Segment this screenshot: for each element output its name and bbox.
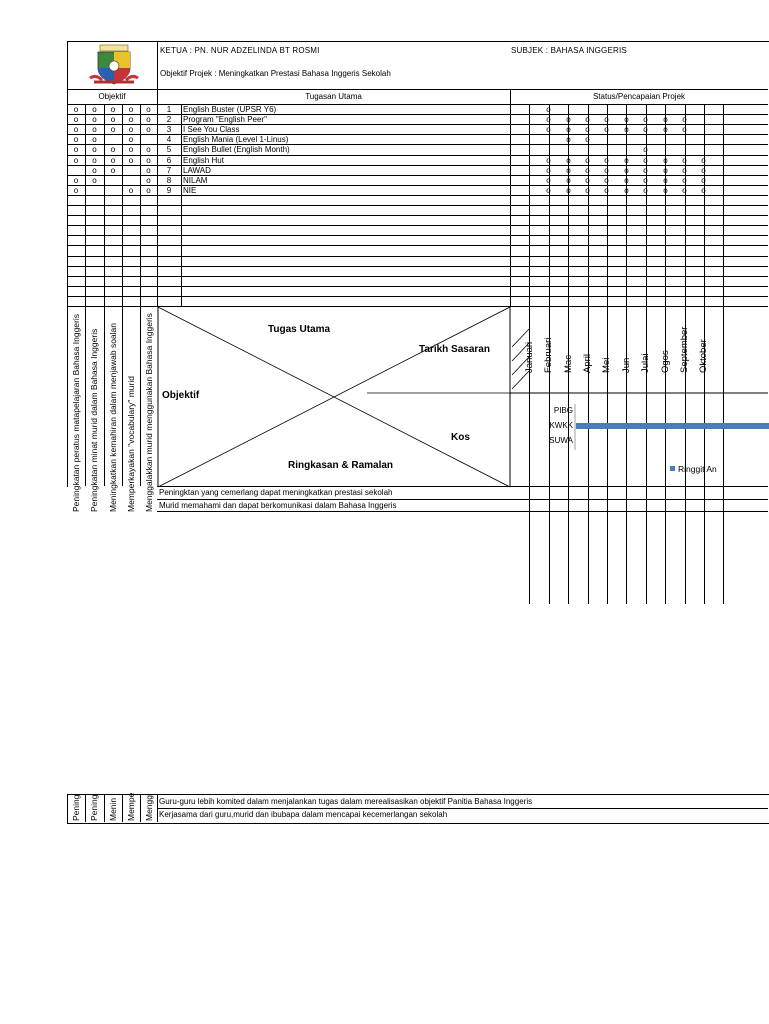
objective-mark: o — [73, 156, 79, 165]
status-mark: o — [604, 186, 609, 195]
status-mark: o — [701, 166, 706, 175]
header-bottom-line — [67, 89, 768, 90]
row-line — [67, 296, 768, 297]
status-mark: o — [566, 166, 571, 175]
objective-mark: o — [73, 135, 79, 144]
tugasan-column-header: Tugasan Utama — [305, 92, 362, 101]
status-mark: o — [624, 186, 629, 195]
summary-mid-line — [157, 499, 768, 500]
objective-mark: o — [128, 135, 134, 144]
objective-mark: o — [128, 145, 134, 154]
kos-label: Kos — [451, 432, 470, 443]
chart-category-label: KWKK — [549, 421, 573, 430]
objective-mark: o — [92, 176, 97, 185]
objective-mark: o — [73, 105, 79, 114]
task-name: NILAM — [183, 176, 208, 185]
row-line — [67, 205, 768, 206]
month-label: Julai — [640, 353, 651, 373]
status-mark: o — [566, 186, 571, 195]
objective-mark: o — [146, 186, 151, 195]
status-mark: o — [663, 186, 668, 195]
objective-mark: o — [92, 135, 97, 144]
status-mark: o — [585, 135, 590, 144]
status-mark: o — [585, 186, 590, 195]
objective-mark: o — [110, 125, 116, 134]
month-label: Oktober — [698, 339, 709, 373]
month-label: September — [679, 326, 690, 373]
task-name: Program "English Peer" — [183, 115, 267, 124]
row-line — [67, 266, 768, 267]
status-mark: o — [701, 156, 706, 165]
objective-short-label: Mempe — [126, 792, 136, 821]
objective-mark: o — [128, 115, 134, 124]
status-mark: o — [604, 125, 609, 134]
bottom-col-line — [140, 794, 141, 822]
status-mark: o — [682, 186, 687, 195]
status-mark: o — [663, 115, 668, 124]
bottom-col-line — [85, 794, 86, 822]
bottom-col-line — [122, 794, 123, 822]
status-mark: o — [604, 176, 609, 185]
task-name: I See You Class — [183, 125, 240, 134]
month-label: Mei — [601, 357, 612, 373]
status-mark: o — [585, 156, 590, 165]
status-mark: o — [566, 135, 571, 144]
bottom-line-2: Kerjasama dari guru,murid dan ibubapa dalam mencapai kecemerlangan sekolah — [159, 810, 448, 819]
status-mark: o — [663, 166, 668, 175]
status-mark: o — [624, 176, 629, 185]
row-line — [67, 286, 768, 287]
objective-mark: o — [92, 115, 97, 124]
status-mark: o — [624, 166, 629, 175]
objective-mark: o — [146, 115, 151, 124]
status-mark: o — [663, 156, 668, 165]
status-mark: o — [604, 166, 609, 175]
objective-mark: o — [146, 105, 151, 114]
task-number: 5 — [166, 145, 172, 154]
status-mark: o — [682, 156, 687, 165]
row-line — [67, 276, 768, 277]
status-mark: o — [663, 176, 668, 185]
status-mark: o — [682, 176, 687, 185]
objective-vertical-label: Memperkayakan "vocabulary" murid — [126, 376, 136, 512]
task-number: 1 — [166, 105, 172, 114]
task-number: 4 — [166, 135, 172, 144]
status-mark: o — [643, 166, 648, 175]
status-mark: o — [546, 115, 551, 124]
status-mark: o — [566, 156, 571, 165]
objective-mark: o — [128, 186, 134, 195]
chart-legend-label: Ringgit An — [678, 464, 717, 474]
objective-mark: o — [146, 125, 151, 134]
objective-short-label: Pening — [71, 794, 81, 821]
status-mark: o — [585, 125, 590, 134]
objective-vertical-label: Menggalakkan murid menggunakan Bahasa Inggeris — [144, 313, 154, 512]
task-number: 2 — [166, 115, 172, 124]
status-mark: o — [604, 115, 609, 124]
objective-mark: o — [92, 166, 97, 175]
objektif-matrix-label: Objektif — [162, 390, 200, 401]
status-mark: o — [643, 156, 648, 165]
month-label: Jun — [621, 357, 632, 373]
school-logo — [86, 44, 142, 86]
month-label: Ogos — [660, 350, 671, 373]
row-line — [67, 235, 768, 236]
task-name: English Mania (Level 1-Linus) — [183, 135, 289, 144]
row-line — [67, 215, 768, 216]
subjek-label: SUBJEK : BAHASA INGGERIS — [511, 46, 627, 55]
chart-legend-swatch — [670, 466, 675, 471]
task-number: 8 — [166, 176, 172, 185]
objective-mark: o — [128, 105, 134, 114]
status-mark: o — [682, 166, 687, 175]
objective-mark: o — [146, 145, 151, 154]
status-mark: o — [546, 176, 551, 185]
summary-bottom-line — [157, 511, 768, 512]
objective-mark: o — [110, 105, 116, 114]
objective-mark: o — [92, 125, 97, 134]
status-mark: o — [682, 125, 687, 134]
objective-short-label: Pening — [89, 794, 99, 821]
task-number: 6 — [166, 156, 172, 165]
objective-mark: o — [128, 156, 134, 165]
objective-mark: o — [92, 156, 97, 165]
objective-mark: o — [146, 176, 151, 185]
logo-cell-border — [157, 41, 158, 89]
objective-mark: o — [73, 145, 79, 154]
status-mark: o — [566, 115, 571, 124]
task-number: 9 — [166, 186, 172, 195]
status-mark: o — [546, 186, 551, 195]
status-mark: o — [643, 186, 648, 195]
objective-mark: o — [73, 125, 79, 134]
status-mark: o — [585, 115, 590, 124]
status-mark: o — [624, 125, 629, 134]
objective-mark: o — [110, 115, 116, 124]
status-column-header: Status/Pencapaian Projek — [592, 92, 686, 101]
status-mark: o — [566, 125, 571, 134]
row-line — [67, 225, 768, 226]
objective-vertical-label: Meningkatkan kemahiran dalam menjawab soalan — [108, 323, 118, 512]
row-line — [67, 256, 768, 257]
task-name: NIE — [183, 186, 197, 195]
status-mark: o — [701, 186, 706, 195]
objektif-projek-label: Objektif Projek : Meningkatkan Prestasi Bahasa Inggeris Sekolah — [160, 69, 391, 78]
status-mark: o — [546, 125, 551, 134]
status-mark: o — [624, 115, 629, 124]
cost-chart — [549, 400, 768, 480]
summary-line-1: Peningktan yang cemerlang dapat meningkatkan prestasi sekolah — [159, 488, 393, 497]
chart-category-label: PIBG — [553, 406, 573, 415]
objective-short-label: Mengg — [144, 795, 154, 821]
tugas-utama-label: Tugas Utama — [268, 324, 331, 335]
objective-mark: o — [110, 166, 116, 175]
tarikh-sasaran-label: Tarikh Sasaran — [419, 344, 490, 355]
objective-mark: o — [73, 176, 79, 185]
ringkasan-label: Ringkasan & Ramalan — [288, 460, 394, 471]
ketua-label: KETUA : PN. NUR ADZELINDA BT ROSMI — [160, 46, 320, 55]
summary-top-line — [157, 486, 768, 487]
objektif-column-header: Objektif — [98, 92, 126, 101]
month-label: April — [582, 353, 593, 373]
task-name: English Buster (UPSR Y6) — [183, 105, 277, 114]
objective-mark: o — [110, 156, 116, 165]
status-mark: o — [604, 156, 609, 165]
status-mark: o — [624, 156, 629, 165]
bottom-line-1: Guru-guru lebih komited dalam menjalankan tugas dalam merealisasikan objektif Panitia Bahasa Inggeris — [159, 797, 533, 806]
status-mark: o — [643, 115, 648, 124]
objective-mark: o — [73, 186, 79, 195]
status-mark: o — [663, 125, 668, 134]
objective-vertical-label: Peningkatan peratus matapelajaran Bahasa Inggeris — [71, 314, 81, 512]
objective-mark: o — [146, 166, 151, 175]
task-name: English Hut — [183, 156, 224, 165]
status-mark: o — [585, 166, 590, 175]
objective-vertical-label: Peningkatan minat murid dalam Bahasa Inggeris — [89, 328, 99, 512]
status-mark: o — [643, 125, 648, 134]
status-mark: o — [585, 176, 590, 185]
objective-mark: o — [92, 145, 97, 154]
objective-mark: o — [110, 145, 116, 154]
month-label: Mac — [563, 355, 574, 373]
status-mark: o — [682, 115, 687, 124]
status-mark: o — [643, 145, 648, 154]
task-name: English Bullet (English Month) — [183, 145, 290, 154]
month-label: Februari — [543, 337, 554, 373]
objective-short-label: Menin — [108, 797, 118, 821]
bottom-col-line — [104, 794, 105, 822]
task-number: 7 — [166, 166, 172, 175]
chart-bar — [576, 423, 769, 429]
task-status-divider — [510, 89, 511, 307]
status-mark: o — [546, 156, 551, 165]
objective-mark: o — [128, 125, 134, 134]
row-line — [67, 245, 768, 246]
objective-mark: o — [73, 115, 79, 124]
bottom-mid-line — [157, 808, 768, 809]
task-name: LAWAD — [183, 166, 211, 175]
task-number: 3 — [166, 125, 172, 134]
status-mark: o — [546, 166, 551, 175]
objective-mark: o — [92, 105, 97, 114]
status-mark: o — [566, 176, 571, 185]
summary-line-2: Murid memahami dan dapat berkomunikasi dalam Bahasa Inggeris — [159, 501, 397, 510]
status-mark: o — [701, 176, 706, 185]
status-mark: o — [546, 105, 551, 114]
objective-mark: o — [146, 156, 151, 165]
status-mark: o — [643, 176, 648, 185]
chart-category-label: SUWA — [549, 436, 573, 445]
month-label: Januari — [524, 341, 535, 373]
